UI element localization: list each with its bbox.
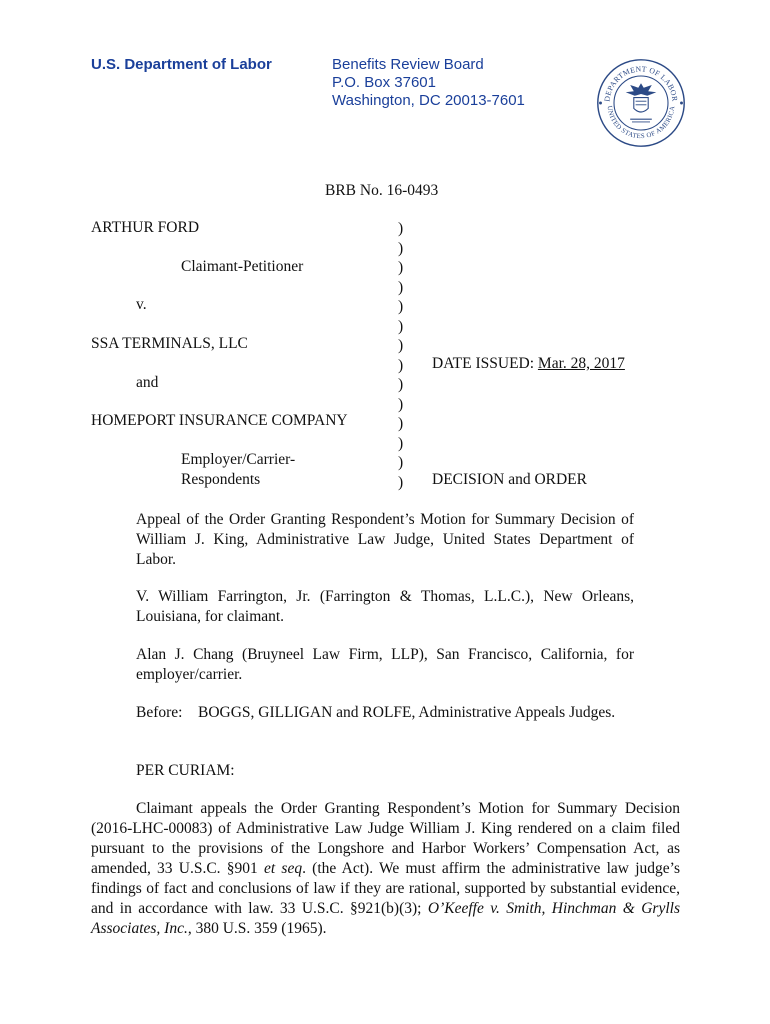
conjunction-label: and: [136, 374, 159, 391]
caption-parentheses: [398, 219, 403, 492]
respondent-role-line-1: Employer/Carrier-: [181, 451, 296, 468]
employer-name: SSA TERMINALS, LLC: [91, 335, 248, 352]
caption-paren: ): [398, 454, 404, 471]
caption-paren: ): [398, 278, 404, 296]
opinion-text: Claimant appeals the Order Granting Respondent’s Motion for Summary Decision (2016-LHC-00083) of Administrative Law Judge William J. King rendered on a claim filed pursuant to the provisions of the Longshore and Harbor Workers’ Compensation Act, as amended, 33 U.S.C. §901: [91, 800, 680, 877]
appeal-paragraph: Appeal of the Order Granting Respondent’s Motion for Summary Decision of William J. King, Administrative Law Judge, United States Department of Labor.: [136, 511, 634, 568]
date-issued-label: DATE ISSUED:: [432, 355, 538, 372]
dol-seal-icon: [596, 58, 686, 148]
caption-paren: ): [398, 298, 404, 315]
caption-paren: ): [398, 376, 404, 393]
caption-paren: ): [398, 434, 404, 452]
before-label: Before:: [136, 704, 183, 721]
svg-text:DEPARTMENT OF LABOR: DEPARTMENT OF LABOR: [602, 64, 680, 103]
caption-paren: ): [398, 473, 404, 491]
address-line: Benefits Review Board: [332, 56, 484, 73]
opinion-text: . (the Act). We must affirm the administrative law judge’s findings of fact and conclusions of law if they are rational, supported by substantial evidence, and in accordance with law. 33 U.S.C. §921(b)(3);: [91, 860, 680, 917]
caption-paren: ): [398, 395, 404, 413]
employer-counsel-paragraph: Alan J. Chang (Bruyneel Law Firm, LLP), San Francisco, California, for employer/carrier.: [136, 646, 634, 683]
caption-paren: ): [398, 220, 404, 237]
opinion-italic: et seq: [264, 860, 303, 877]
caption-paren: ): [398, 356, 404, 374]
board-address: [332, 56, 525, 110]
opinion-text: , 380 U.S. 359 (1965).: [187, 920, 327, 937]
claimant-counsel-paragraph: V. William Farrington, Jr. (Farrington & Thomas, L.L.C.), New Orleans, Louisiana, for claimant.: [136, 588, 634, 625]
carrier-name: HOMEPORT INSURANCE COMPANY: [91, 412, 348, 429]
claimant-role: Claimant-Petitioner: [181, 258, 304, 275]
date-issued: [432, 355, 625, 373]
department-name: U.S. Department of Labor: [91, 56, 272, 73]
caption-paren: ): [398, 239, 404, 257]
address-line: P.O. Box 37601: [332, 74, 436, 91]
before-judges: BOGGS, GILLIGAN and ROLFE, Administrative Appeals Judges.: [197, 704, 616, 721]
address-line: Washington, DC 20013-7601: [332, 92, 525, 109]
docket-number: BRB No. 16-0493: [325, 182, 439, 199]
per-curiam-heading: PER CURIAM:: [136, 762, 235, 779]
caption-paren: ): [398, 259, 404, 276]
date-issued-value: Mar. 28, 2017: [537, 355, 625, 372]
opinion-paragraph: [91, 799, 680, 939]
claimant-name: ARTHUR FORD: [91, 219, 200, 236]
caption-paren: ): [398, 415, 404, 432]
svg-text:UNITED STATES OF AMERICA: UNITED STATES OF AMERICA: [605, 105, 677, 141]
caption-paren: ): [398, 337, 404, 354]
versus-label: v.: [136, 296, 147, 313]
decision-title: DECISION and ORDER: [432, 471, 587, 488]
opinion-case-citation: O’Keeffe v. Smith, Hinchman & Grylls Associates, Inc.: [91, 900, 680, 937]
respondent-role-line-2: Respondents: [181, 471, 261, 488]
before-paragraph: [136, 703, 634, 723]
caption-paren: ): [398, 317, 404, 335]
